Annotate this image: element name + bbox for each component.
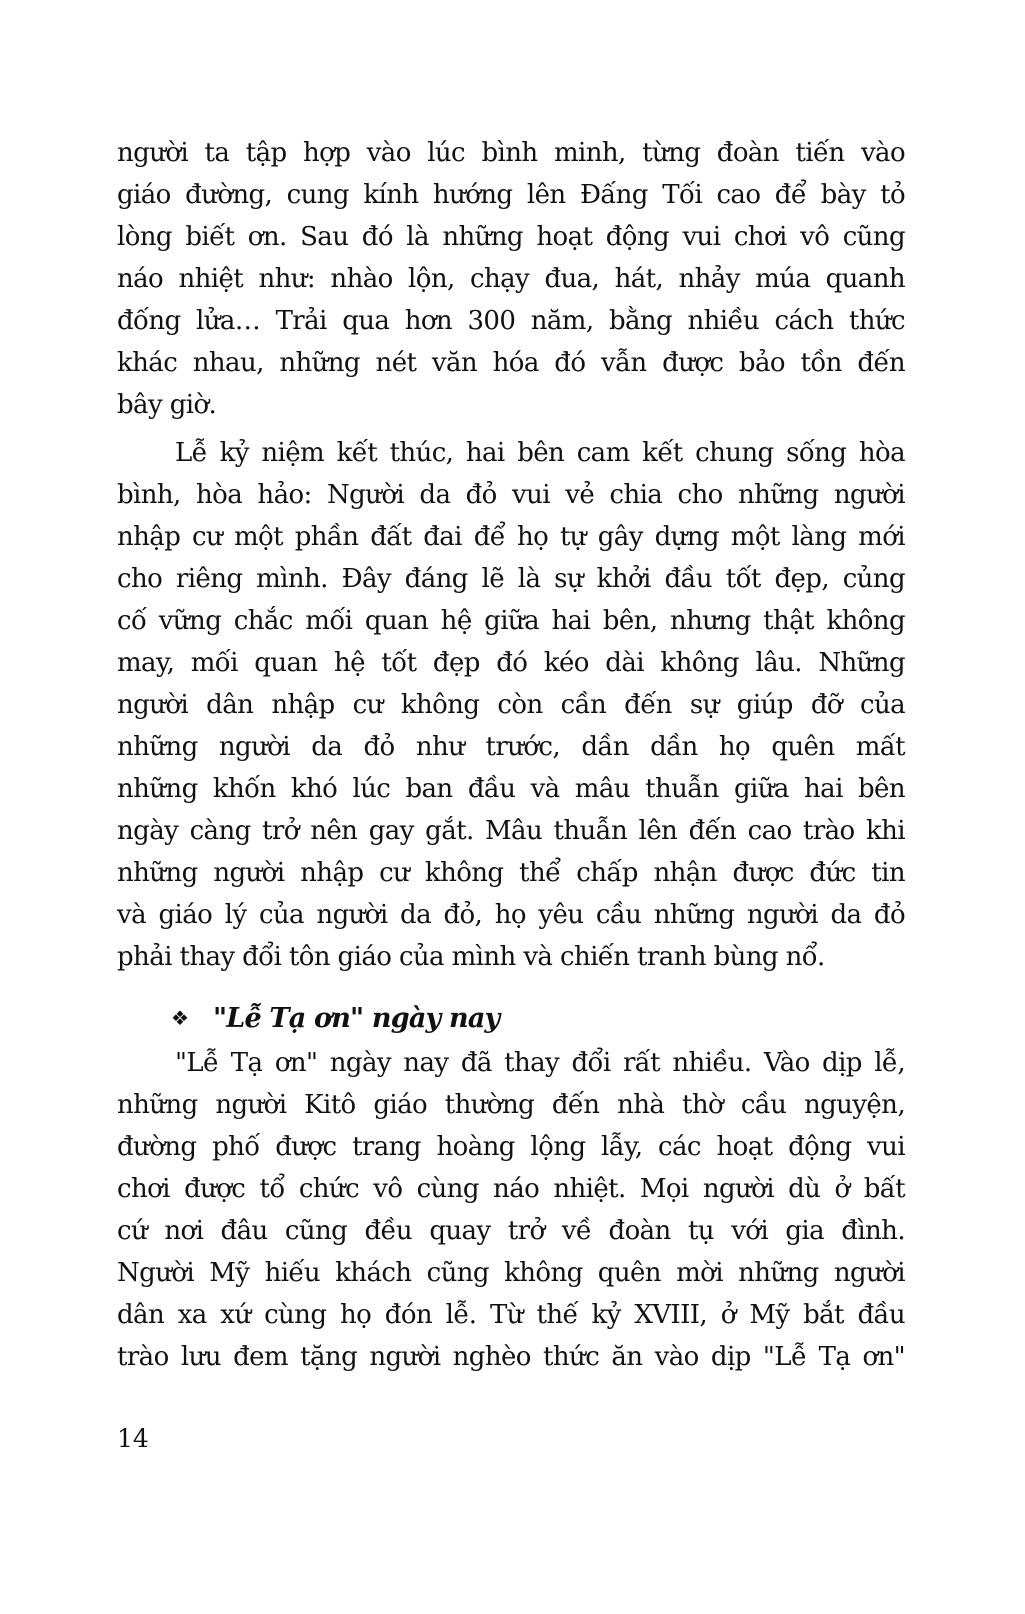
text-line: Lễ kỷ niệm kết thúc, hai bên cam kết chung sống hòa xyxy=(175,438,905,468)
text-line: lòng biết ơn. Sau đó là những hoạt động vui chơi vô cũng xyxy=(117,222,905,252)
paragraph-2 xyxy=(117,432,905,978)
four-diamond-bullet-icon: ❖ xyxy=(171,1006,189,1030)
text-line: chơi được tổ chức vô cùng náo nhiệt. Mọi người dù ở bất xyxy=(117,1174,905,1204)
text-line: và giáo lý của người da đỏ, họ yêu cầu những người da đỏ xyxy=(117,900,905,930)
section-heading xyxy=(117,994,905,1042)
text-line: những người da đỏ như trước, dần dần họ quên mất xyxy=(117,732,905,762)
text-line: những người nhập cư không thể chấp nhận được đức tin xyxy=(117,858,905,888)
text-line: náo nhiệt như: nhào lộn, chạy đua, hát, nhảy múa quanh xyxy=(117,264,905,294)
text-line: "Lễ Tạ ơn" ngày nay đã thay đổi rất nhiều. Vào dịp lễ, xyxy=(175,1048,905,1078)
text-line: khác nhau, những nét văn hóa đó vẫn được bảo tồn đến xyxy=(117,348,905,378)
text-line: người ta tập hợp vào lúc bình minh, từng đoàn tiến vào xyxy=(117,138,905,168)
text-line: những khốn khó lúc ban đầu và mâu thuẫn giữa hai bên xyxy=(117,774,905,804)
text-line: Người Mỹ hiếu khách cũng không quên mời những người xyxy=(117,1258,905,1288)
text-line: may, mối quan hệ tốt đẹp đó kéo dài không lâu. Những xyxy=(117,648,905,678)
page-number: 14 xyxy=(117,1424,149,1453)
text-line: ngày càng trở nên gay gắt. Mâu thuẫn lên đến cao trào khi xyxy=(117,816,905,846)
text-line: phải thay đổi tôn giáo của mình và chiến tranh bùng nổ. xyxy=(117,942,825,972)
text-line: đường phố được trang hoàng lộng lẫy, các hoạt động vui xyxy=(117,1132,905,1162)
text-line: những người Kitô giáo thường đến nhà thờ cầu nguyện, xyxy=(117,1090,905,1120)
text-line: đống lửa… Trải qua hơn 300 năm, bằng nhiều cách thức xyxy=(117,306,905,336)
text-line: cho riêng mình. Đây đáng lẽ là sự khởi đầu tốt đẹp, củng xyxy=(117,564,905,594)
text-column xyxy=(117,132,905,1378)
text-line: giáo đường, cung kính hướng lên Đấng Tối cao để bày tỏ xyxy=(117,180,905,210)
text-line: cố vững chắc mối quan hệ giữa hai bên, nhưng thật không xyxy=(117,606,905,636)
text-line: người dân nhập cư không còn cần đến sự giúp đỡ của xyxy=(117,690,905,720)
text-line: bây giờ. xyxy=(117,390,217,420)
text-line: trào lưu đem tặng người nghèo thức ăn vào dịp "Lễ Tạ ơn" xyxy=(117,1342,905,1372)
paragraph-3 xyxy=(117,1042,905,1378)
text-line: dân xa xứ cùng họ đón lễ. Từ thế kỷ XVIII, ở Mỹ bắt đầu xyxy=(117,1300,905,1330)
paragraph-1 xyxy=(117,132,905,426)
text-line: nhập cư một phần đất đai để họ tự gây dựng một làng mới xyxy=(117,522,905,552)
text-line: bình, hòa hảo: Người da đỏ vui vẻ chia cho những người xyxy=(117,480,905,510)
text-line: cứ nơi đâu cũng đều quay trở về đoàn tụ với gia đình. xyxy=(117,1216,905,1246)
section-heading-text: "Lễ Tạ ơn" ngày nay xyxy=(213,1003,500,1034)
